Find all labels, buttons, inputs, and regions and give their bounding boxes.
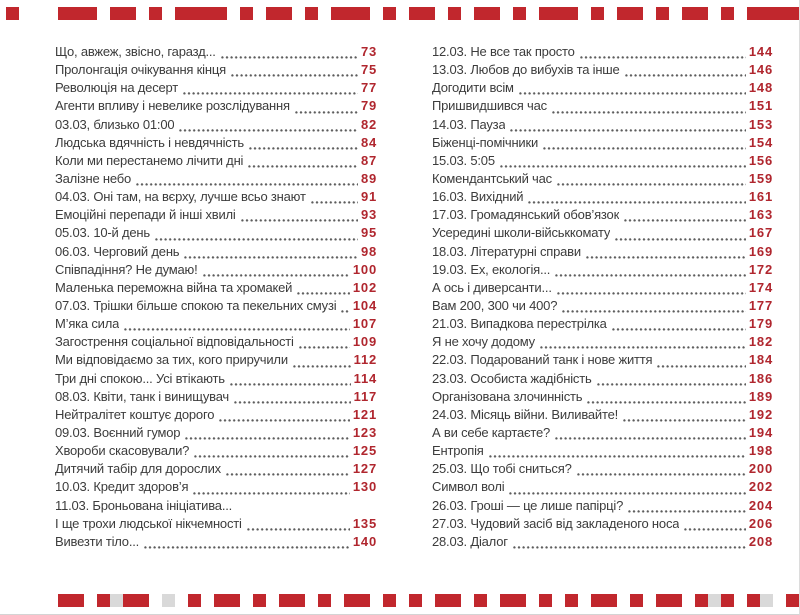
toc-entry xyxy=(55,443,377,461)
toc-entry xyxy=(55,225,377,243)
page-number: 154 xyxy=(748,134,773,150)
page-number: 84 xyxy=(360,134,377,150)
decor-pixel xyxy=(747,594,760,607)
toc-entry xyxy=(432,498,773,516)
page-number: 91 xyxy=(360,189,377,205)
page-number: 161 xyxy=(748,189,773,205)
decor-pixel xyxy=(539,7,552,20)
dot-leader xyxy=(226,473,350,476)
toc-entry-title: Агенти впливу і невелике розслідування xyxy=(55,98,290,114)
decor-pixel xyxy=(630,594,643,607)
decor-pixel xyxy=(136,594,149,607)
toc-entry xyxy=(55,117,377,135)
page-number: 208 xyxy=(748,533,773,549)
decor-pixel xyxy=(721,7,734,20)
toc-entry xyxy=(432,117,773,135)
dot-leader xyxy=(295,111,358,114)
dot-leader xyxy=(489,455,746,458)
page-number: 79 xyxy=(360,98,377,114)
dot-leader xyxy=(193,492,350,495)
decor-pixel xyxy=(97,594,110,607)
dot-leader xyxy=(500,165,746,168)
toc-entry xyxy=(432,371,773,389)
decor-pixel xyxy=(110,7,123,20)
page-number: 204 xyxy=(748,497,773,513)
decor-pixel xyxy=(773,7,786,20)
toc-entry-title: Дитячий табір для дорослих xyxy=(55,461,221,477)
decor-pixel xyxy=(487,7,500,20)
toc-entry xyxy=(432,207,773,225)
toc-entry xyxy=(55,135,377,153)
toc-entry-title: 24.03. Місяць війни. Виливайте! xyxy=(432,406,619,422)
dot-leader xyxy=(184,256,358,259)
page-number: 184 xyxy=(748,352,773,368)
page-number: 146 xyxy=(748,62,773,78)
page-number: 123 xyxy=(352,424,377,440)
page-number: 159 xyxy=(748,170,773,186)
toc-entry xyxy=(432,62,773,80)
dot-leader xyxy=(293,365,351,368)
toc-entry-title: Пришвидшився час xyxy=(432,98,547,114)
toc-entry-title: 12.03. Не все так просто xyxy=(432,44,575,59)
decor-pixel xyxy=(383,7,396,20)
decor-pixel xyxy=(695,594,708,607)
decor-pixel xyxy=(656,7,669,20)
toc-entry-title: Організована злочинність xyxy=(432,388,583,404)
toc-entry xyxy=(432,461,773,479)
page-number: 130 xyxy=(352,479,377,495)
decor-pixel xyxy=(409,7,422,20)
toc-entry-title: Три дні спокою... Усі втікають xyxy=(55,370,225,386)
toc-entry-title: 10.03. Кредит здоров’я xyxy=(55,479,189,495)
toc-entry-title: Біженці-помічники xyxy=(432,134,539,150)
page-number: 75 xyxy=(360,62,377,78)
toc-entry-title: 07.03. Трішки більше спокою та пекельних смузі xyxy=(55,297,337,313)
decor-pixel xyxy=(539,594,552,607)
decor-pixel xyxy=(201,7,214,20)
toc-entry-title: Хвороби скасовували? xyxy=(55,443,190,459)
decor-pixel xyxy=(162,594,175,607)
dot-leader xyxy=(555,437,746,440)
decor-pixel xyxy=(214,594,227,607)
decor-pixel xyxy=(474,594,487,607)
decor-pixel xyxy=(123,7,136,20)
dot-leader xyxy=(557,183,746,186)
toc-entry xyxy=(432,516,773,534)
page-number: 189 xyxy=(748,388,773,404)
toc-entry xyxy=(55,407,377,425)
page-number: 100 xyxy=(352,261,377,277)
dot-leader xyxy=(543,147,746,150)
dot-leader xyxy=(612,328,746,331)
page-number: 121 xyxy=(352,406,377,422)
decor-pixel xyxy=(786,7,799,20)
decor-pixel xyxy=(305,7,318,20)
toc-entry-title: 05.03. 10-й день xyxy=(55,225,150,241)
decor-pixel xyxy=(513,7,526,20)
page-number: 77 xyxy=(360,80,377,96)
decor-pixel xyxy=(591,594,604,607)
page-number: 95 xyxy=(360,225,377,241)
page-number: 174 xyxy=(748,279,773,295)
dot-leader xyxy=(586,256,746,259)
page-number: 186 xyxy=(748,370,773,386)
toc-entry-title: 23.03. Особиста жадібність xyxy=(432,370,592,386)
toc-entry xyxy=(432,298,773,316)
dot-leader xyxy=(623,419,746,422)
toc-entry-title: 26.03. Гроші — це лише папірці? xyxy=(432,497,624,513)
toc-entry xyxy=(55,62,377,80)
dot-leader xyxy=(248,165,358,168)
decor-pixel xyxy=(240,7,253,20)
dot-leader xyxy=(510,129,745,132)
toc-entry-title: 17.03. Громадянський обов’язок xyxy=(432,207,620,223)
dot-leader xyxy=(657,365,746,368)
decor-pixel xyxy=(266,7,279,20)
toc-entry-title: Вивезти тіло... xyxy=(55,533,140,549)
toc-entry-title: Ми відповідаємо за тих, кого приручили xyxy=(55,352,288,368)
toc-entry-title: 03.03, близько 01:00 xyxy=(55,116,175,132)
toc-entry xyxy=(55,534,377,552)
page-number: 127 xyxy=(352,461,377,477)
dot-leader xyxy=(231,74,358,77)
decor-pixel xyxy=(253,594,266,607)
page-number: 117 xyxy=(353,388,377,404)
decor-pixel xyxy=(565,7,578,20)
decor-pixel xyxy=(58,594,71,607)
toc-entry xyxy=(432,534,773,552)
toc-entry xyxy=(432,171,773,189)
toc-entry-title: 25.03. Що тобі сниться? xyxy=(432,461,572,477)
toc-entry xyxy=(55,262,377,280)
toc-entry-title: Вам 200, 300 чи 400? xyxy=(432,297,558,313)
dot-leader xyxy=(684,528,746,531)
toc-entry xyxy=(55,498,377,516)
toc-entry xyxy=(432,98,773,116)
toc-entry-title: Емоційні перепади й інші хвилі xyxy=(55,207,236,223)
dot-leader xyxy=(179,129,358,132)
page-number: 151 xyxy=(748,98,773,114)
dot-leader xyxy=(528,201,746,204)
decor-pixel xyxy=(786,594,799,607)
toc-entry-title: 18.03. Літературні справи xyxy=(432,243,581,259)
decor-pixel xyxy=(760,7,773,20)
toc-entry xyxy=(55,479,377,497)
toc-entry xyxy=(55,207,377,225)
toc-entry-title: Усередині школи-військкомату xyxy=(432,225,611,241)
page-number: 153 xyxy=(748,116,773,132)
page-number: 104 xyxy=(352,297,377,313)
dot-leader xyxy=(136,183,358,186)
toc-entry-title: І ще трохи людської нікчемності xyxy=(55,515,242,531)
page-number: 107 xyxy=(352,316,377,332)
toc-entry-title: Революція на десерт xyxy=(55,80,179,96)
decor-pixel xyxy=(760,594,773,607)
decor-pixel xyxy=(617,7,630,20)
toc-entry xyxy=(432,280,773,298)
toc-entry-title: 21.03. Випадкова перестрілка xyxy=(432,316,607,332)
decor-pixel xyxy=(448,594,461,607)
decor-pixel xyxy=(292,594,305,607)
decor-pixel xyxy=(383,594,396,607)
toc-entry-title: Я не хочу додому xyxy=(432,334,535,350)
toc-entry xyxy=(55,334,377,352)
toc-entry-title: Ентропія xyxy=(432,443,484,459)
decor-pixel xyxy=(344,7,357,20)
dot-leader xyxy=(247,528,350,531)
page-number: 140 xyxy=(352,533,377,549)
toc-entry-title: Людська вдячність і невдячність xyxy=(55,134,244,150)
dot-leader xyxy=(241,219,358,222)
decor-pixel xyxy=(58,7,71,20)
toc-entry xyxy=(55,352,377,370)
toc-entry xyxy=(55,516,377,534)
decor-pixel xyxy=(552,7,565,20)
dot-leader xyxy=(124,328,350,331)
toc-entry-title: Співпадіння? Не думаю! xyxy=(55,261,198,277)
dot-leader xyxy=(249,147,358,150)
toc-entry-title: Коли ми перестанемо лічити дні xyxy=(55,152,244,168)
toc-entry-title: 06.03. Черговий день xyxy=(55,243,180,259)
dot-leader xyxy=(234,401,351,404)
dot-leader xyxy=(311,201,358,204)
decor-pixel xyxy=(474,7,487,20)
toc-entry-title: 27.03. Чудовий засіб від закладеного носа xyxy=(432,515,680,531)
toc-entry xyxy=(55,80,377,98)
decor-pixel xyxy=(279,7,292,20)
toc-entry xyxy=(432,80,773,98)
page-number: 148 xyxy=(748,80,773,96)
page-number: 102 xyxy=(352,279,377,295)
decor-pixel xyxy=(500,594,513,607)
page-number: 177 xyxy=(748,297,773,313)
toc-entry xyxy=(432,244,773,262)
decor-pixel xyxy=(110,594,123,607)
page-number: 194 xyxy=(748,424,773,440)
decor-pixel xyxy=(513,594,526,607)
toc-entry xyxy=(432,389,773,407)
dot-leader xyxy=(299,346,350,349)
toc-column-left xyxy=(55,44,377,552)
decor-pixel xyxy=(84,7,97,20)
dot-leader xyxy=(628,510,746,513)
toc-entry-title: 04.03. Оні там, на вєрху, лучше всьо знают xyxy=(55,189,306,205)
page-number: 144 xyxy=(748,44,773,59)
toc-entry-title: А ось і диверсанти... xyxy=(432,279,552,295)
toc-column-right xyxy=(432,44,773,552)
toc-entry xyxy=(432,135,773,153)
page-number: 156 xyxy=(748,152,773,168)
toc-entry-title: 08.03. Квіти, танк і винищувач xyxy=(55,388,230,404)
toc-entry-title: 14.03. Пауза xyxy=(432,116,506,132)
dot-leader xyxy=(509,492,745,495)
toc-entry xyxy=(55,189,377,207)
toc-entry xyxy=(55,44,377,62)
dot-leader xyxy=(513,546,746,549)
dot-leader xyxy=(155,238,358,241)
toc-entry xyxy=(432,316,773,334)
toc-entry xyxy=(55,389,377,407)
toc-entry xyxy=(432,334,773,352)
dot-leader xyxy=(519,92,746,95)
decor-pixel xyxy=(149,7,162,20)
toc-entry xyxy=(55,280,377,298)
toc-entry xyxy=(55,153,377,171)
page-number: 200 xyxy=(748,461,773,477)
page-number: 167 xyxy=(748,225,773,241)
decor-pixel xyxy=(656,594,669,607)
dot-leader xyxy=(562,310,746,313)
decor-pixel xyxy=(71,594,84,607)
toc-entry-title: 28.03. Діалог xyxy=(432,533,508,549)
page-number: 112 xyxy=(353,352,377,368)
dot-leader xyxy=(230,383,351,386)
toc-entry-title: 11.03. Броньована ініціатива... xyxy=(55,497,233,513)
page-number: 114 xyxy=(353,370,377,386)
decor-pixel xyxy=(188,594,201,607)
toc-entry-title: Комендантський час xyxy=(432,170,552,186)
decor-pixel xyxy=(422,7,435,20)
decor-pixel xyxy=(695,7,708,20)
decor-pixel xyxy=(565,594,578,607)
dot-leader xyxy=(625,74,746,77)
decor-pixel xyxy=(448,7,461,20)
decor-pixel xyxy=(357,594,370,607)
toc-entry xyxy=(432,479,773,497)
page-number: 179 xyxy=(748,316,773,332)
decor-pixel xyxy=(227,594,240,607)
decor-pixel xyxy=(318,594,331,607)
toc-entry-title: А ви себе картаєте? xyxy=(432,424,551,440)
toc-entry-title: Що, авжеж, звісно, гаразд... xyxy=(55,44,216,59)
toc-entry-title: 15.03. 5:05 xyxy=(432,152,495,168)
toc-entry xyxy=(432,262,773,280)
page-number: 169 xyxy=(748,243,773,259)
page-number: 182 xyxy=(748,334,773,350)
toc-entry xyxy=(55,244,377,262)
toc-entry xyxy=(55,98,377,116)
dot-leader xyxy=(203,274,350,277)
dot-leader xyxy=(540,346,746,349)
page-number: 202 xyxy=(748,479,773,495)
page-number: 109 xyxy=(352,334,377,350)
dot-leader xyxy=(555,274,746,277)
toc-entry-title: 16.03. Вихідний xyxy=(432,189,524,205)
toc-entry-title: Залізне небо xyxy=(55,170,132,186)
toc-entry-title: 22.03. Подарований танк і нове життя xyxy=(432,352,653,368)
decor-pixel xyxy=(630,7,643,20)
page-number: 89 xyxy=(360,170,377,186)
toc-entry xyxy=(432,407,773,425)
dot-leader xyxy=(587,401,746,404)
page-number: 73 xyxy=(360,44,377,59)
toc-entry xyxy=(432,352,773,370)
toc-entry xyxy=(432,189,773,207)
dot-leader xyxy=(624,219,746,222)
dot-leader xyxy=(185,437,350,440)
decor-pixel xyxy=(409,594,422,607)
decor-pixel xyxy=(71,7,84,20)
decor-pixel xyxy=(435,594,448,607)
dot-leader xyxy=(221,56,358,59)
page-number: 163 xyxy=(748,207,773,223)
page-number: 172 xyxy=(748,261,773,277)
dot-leader xyxy=(219,419,350,422)
decor-pixel xyxy=(188,7,201,20)
toc-entry-title: 09.03. Воєнний гумор xyxy=(55,424,181,440)
decor-pixel xyxy=(682,7,695,20)
toc-entry-title: Маленька переможна війна та хромакей xyxy=(55,279,293,295)
toc-entry xyxy=(55,461,377,479)
page-number: 82 xyxy=(360,116,377,132)
toc-entry xyxy=(55,425,377,443)
decor-pixel xyxy=(669,594,682,607)
dot-leader xyxy=(144,546,350,549)
decor-pixel xyxy=(344,594,357,607)
page-number: 125 xyxy=(352,443,377,459)
toc-entry xyxy=(55,316,377,334)
page-number: 87 xyxy=(360,152,377,168)
decor-pixel xyxy=(747,7,760,20)
decor-pixel xyxy=(708,594,721,607)
toc-entry xyxy=(432,44,773,62)
decor-pixel xyxy=(604,594,617,607)
page-number: 206 xyxy=(748,515,773,531)
toc-entry xyxy=(55,171,377,189)
toc-entry xyxy=(432,425,773,443)
page-number: 192 xyxy=(748,406,773,422)
page-number: 198 xyxy=(748,443,773,459)
toc-entry xyxy=(432,153,773,171)
page-number: 135 xyxy=(352,515,377,531)
dot-leader xyxy=(341,310,349,313)
decor-pixel xyxy=(331,7,344,20)
toc-entry-title: 19.03. Ех, екологія... xyxy=(432,261,551,277)
dot-leader xyxy=(557,292,746,295)
decor-pixel xyxy=(214,7,227,20)
decor-pixel xyxy=(357,7,370,20)
decor-pixel xyxy=(279,594,292,607)
toc-entry-title: М’яка сила xyxy=(55,316,120,332)
dot-leader xyxy=(597,383,746,386)
dot-leader xyxy=(577,473,746,476)
decor-pixel xyxy=(591,7,604,20)
dot-leader xyxy=(615,238,746,241)
toc-entry-title: Догодити всім xyxy=(432,80,514,96)
toc-entry-title: 13.03. Любов до вибухів та інше xyxy=(432,62,620,78)
dot-leader xyxy=(552,111,746,114)
page-number: 98 xyxy=(360,243,377,259)
decor-pixel xyxy=(175,7,188,20)
toc-entry-title: Пролонгація очікування кінця xyxy=(55,62,226,78)
dot-leader xyxy=(580,56,746,59)
dot-leader xyxy=(183,92,358,95)
toc-entry-title: Загострення соціальної відповідальності xyxy=(55,334,294,350)
decor-pixel xyxy=(6,7,19,20)
toc-entry xyxy=(55,371,377,389)
toc-entry-title: Символ волі xyxy=(432,479,505,495)
dot-leader xyxy=(297,292,350,295)
toc-entry-title: Нейтралітет коштує дорого xyxy=(55,406,215,422)
decor-pixel xyxy=(123,594,136,607)
dot-leader xyxy=(194,455,350,458)
toc-entry xyxy=(432,443,773,461)
toc-entry xyxy=(432,225,773,243)
decor-pixel xyxy=(721,594,734,607)
toc-entry xyxy=(55,298,377,316)
page-number: 93 xyxy=(360,207,377,223)
